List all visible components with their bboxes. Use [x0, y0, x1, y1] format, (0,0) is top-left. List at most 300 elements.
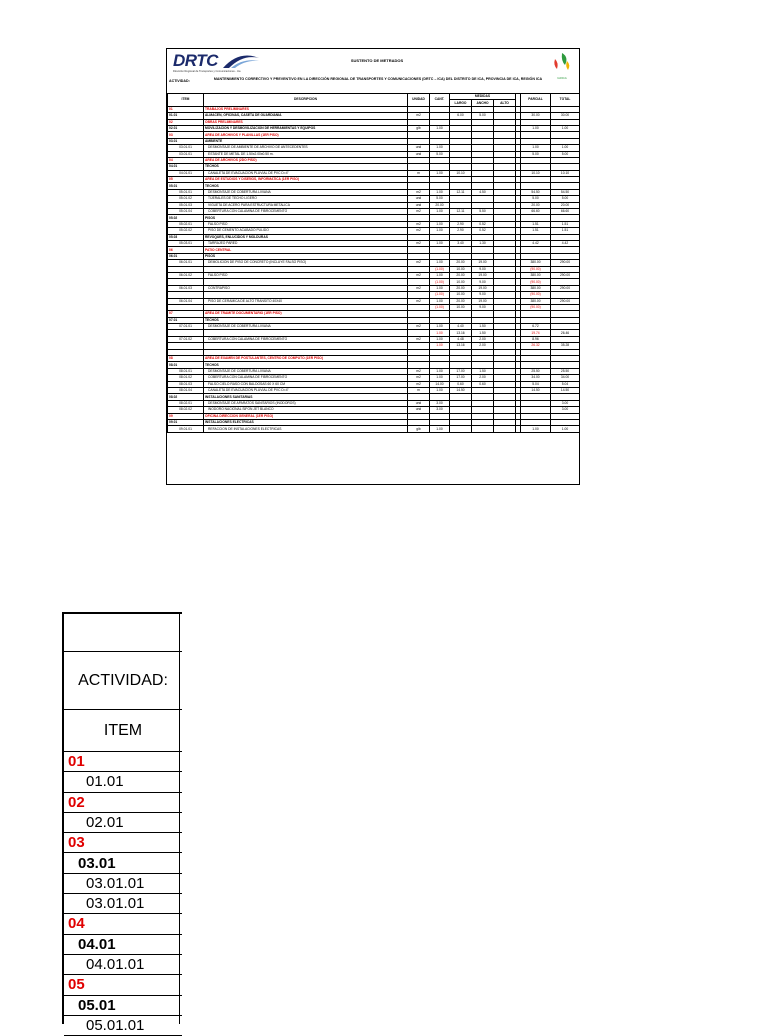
zoom-item-value: 04.01.01: [86, 956, 145, 973]
cell-total: 54.50: [551, 189, 580, 195]
cell-largo: 10.10: [450, 170, 472, 176]
table-header-row: [168, 94, 580, 100]
cell-cant: 1.00: [430, 228, 450, 234]
cell-ancho: 0.52: [472, 221, 494, 227]
cell-largo: 2.90: [450, 228, 472, 234]
cell-parcial: 5.00: [521, 196, 551, 202]
zoom-blank-cell: [64, 614, 182, 652]
cell-ancho: 4.50: [472, 189, 494, 195]
cell-parcial: 8.96: [521, 336, 551, 342]
cell-cant: 1.00: [430, 240, 450, 246]
cell-unit: m2: [408, 298, 430, 304]
cell-ancho: 9.00: [472, 304, 494, 310]
cell-desc: FALSO CIELO RASO CON BALDOSAS 60 X 60 CM: [204, 381, 408, 387]
cell-largo: 20.00: [450, 285, 472, 291]
cell-total: 1.00: [551, 426, 580, 432]
cell-parcial: 380.00: [521, 272, 551, 278]
cell-cant: 1.00: [430, 260, 450, 266]
cell-cant: 1.00: [430, 189, 450, 195]
zoom-item-row: [64, 914, 182, 934]
cell-desc: ESTANTE DE METAL DE 1.50x2.00x0.50 m.: [204, 151, 408, 157]
cell-unit: m2: [408, 260, 430, 266]
cell-total: 14.50: [551, 387, 580, 393]
cell-item: 08.02.02: [168, 407, 204, 413]
cell-parcial: 1.00: [521, 426, 551, 432]
cell-unit: m2: [408, 240, 430, 246]
cell-largo: 13.16: [450, 343, 472, 349]
cell-desc: PISO DE CERAMICA DE ALTO TRANSITO 40X40: [204, 298, 408, 304]
col-largo-header: LARGO: [450, 100, 472, 106]
zoom-item-row: [64, 894, 182, 914]
cell-ancho: 1.50: [472, 330, 494, 336]
cell-cant: 1.00: [430, 125, 450, 131]
cell-ancho: 2.00: [472, 336, 494, 342]
cell-ancho: 9.00: [472, 279, 494, 285]
cell-cant: (1.00): [430, 304, 450, 310]
cell-largo: 14.50: [450, 387, 472, 393]
cell-ancho: 19.00: [472, 285, 494, 291]
zoom-item-row: [64, 772, 182, 792]
cell-desc: COBERTURA CON CALAMINA DE FIBROCEMENTO: [204, 336, 408, 342]
cell-unit: m2: [408, 228, 430, 234]
cell-desc: VIGUETA DE ACERO PARA ESTRUCTURA METALICA: [204, 202, 408, 208]
activity-text: MANTENIMIENTO CORRECTIVO Y PREVENTIVO EN LA DIRECCIÓN REGIONAL DE TRANSPORTES Y COMUNICACIONES (DRTC – ICA) DEL DISTRITO DE ICA, PROVINCIA DE ICA, REGIÓN ICA: [213, 77, 543, 81]
cell-largo: 12.11: [450, 209, 472, 215]
cell-unit: und: [408, 145, 430, 151]
cell-ancho: 9.00: [472, 266, 494, 272]
zoom-item-value: 01.01: [86, 773, 124, 791]
cell-cant: 1.00: [430, 285, 450, 291]
cell-ancho: [472, 426, 494, 432]
cell-largo: 17.00: [450, 368, 472, 374]
cell-unit: m2: [408, 336, 430, 342]
cell-item: 03.01.01: [168, 145, 204, 151]
cell-desc: PATIO CENTRAL: [204, 247, 408, 253]
grica-logo: [549, 51, 575, 80]
cell-item: 05.02.02: [168, 228, 204, 234]
cell-parcial: 380.00: [521, 285, 551, 291]
cell-ancho: 19.00: [472, 272, 494, 278]
cell-cant: 1.00: [430, 272, 450, 278]
cell-parcial: 25.50: [521, 368, 551, 374]
cell-total: 10.10: [551, 170, 580, 176]
cell-largo: 6.00: [450, 113, 472, 119]
cell-largo: 4.48: [450, 336, 472, 342]
cell-item: 09.01.01: [168, 426, 204, 432]
cell-cant: 1.00: [430, 330, 450, 336]
cell-item: 06.01.04: [168, 298, 204, 304]
cell-unit: m2: [408, 375, 430, 381]
zoom-item-value: 04.01: [78, 935, 116, 953]
cell-total: 3.00: [551, 407, 580, 413]
cell-unit: m: [408, 387, 430, 393]
grica-logo-text: GRICA: [557, 76, 567, 80]
cell-desc: MOVILIZACION Y DESMOVILIZACION DE HERRAMIENTAS Y EQUIPOS: [204, 125, 408, 131]
cell-cant: 1.00: [430, 387, 450, 393]
cell-cant: 1.00: [430, 426, 450, 432]
cell-unit: m2: [408, 189, 430, 195]
cell-item: 08.01: [168, 362, 204, 368]
zoom-item-value: 03.01.01: [86, 895, 145, 913]
cell-unit: m2: [408, 368, 430, 374]
cell-item: 05.03: [168, 234, 204, 240]
cell-item: 05.01: [168, 183, 204, 189]
cell-ancho: 0.60: [472, 381, 494, 387]
cell-desc: TECHOS: [204, 362, 408, 368]
cell-alto: [494, 426, 516, 432]
cell-parcial: 30.00: [521, 113, 551, 119]
cell-parcial: 26.32: [521, 343, 551, 349]
cell-item: 07: [168, 311, 204, 317]
col-cant-header: CANT.: [430, 94, 450, 107]
cell-desc: AREA DE TRAMITE DOCUMENTARIO (1ER PISO): [204, 311, 408, 317]
zoom-item-value: 03.01.01: [86, 874, 145, 892]
cell-cant: 1.00: [430, 343, 450, 349]
cell-parcial: 4.42: [521, 240, 551, 246]
cell-item: 05.01.03: [168, 202, 204, 208]
zoom-item-value: 01: [68, 753, 85, 770]
cell-desc: TIJERALES DE TECHO LIGERO: [204, 196, 408, 202]
zoom-item-value: 04: [68, 915, 85, 933]
cell-desc: PISOS: [204, 215, 408, 221]
cell-item: 04.01: [168, 164, 204, 170]
col-unit-header: UNIDAD: [408, 94, 430, 107]
zoom-item-value: 03: [68, 834, 85, 852]
cell-parcial: 5.04: [521, 381, 551, 387]
cell-desc: AMBIENTE: [204, 138, 408, 144]
cell-parcial: 14.50: [521, 387, 551, 393]
zoom-item-value: 05.01: [78, 996, 116, 1014]
cell-parcial: 5.00: [521, 151, 551, 157]
cell-item: 01: [168, 106, 204, 112]
zoom-item-value: 02.01: [86, 813, 124, 831]
cell-cant: (1.00): [430, 266, 450, 272]
zoom-item-value: 02: [68, 793, 85, 811]
cell-item: 04.01.01: [168, 170, 204, 176]
cell-item: 05.02.01: [168, 221, 204, 227]
cell-total: 1.51: [551, 221, 580, 227]
zoom-item-header: ITEM: [64, 710, 182, 752]
cell-parcial: 6.72: [521, 324, 551, 330]
cell-unit: m2: [408, 285, 430, 291]
cell-desc: FALSO PISO: [204, 272, 408, 278]
cell-desc: AREA DE ESTUDIOS Y DISEÑOS, INFORMATICA (1ER PISO): [204, 177, 408, 183]
cell-item: 08.01.01: [168, 368, 204, 374]
cell-item: 06.01.02: [168, 272, 204, 278]
cell-desc: REFACCION DE INSTALACIONES ELECTRICAS: [204, 426, 408, 432]
cell-ancho: 1.50: [472, 324, 494, 330]
cell-desc: TRABAJOS PRELIMINARES: [204, 106, 408, 112]
cell-total: 290.00: [551, 285, 580, 291]
zoom-item-row: [64, 996, 182, 1016]
zoom-item-value: 05: [68, 976, 85, 994]
cell-item: 04: [168, 157, 204, 163]
cell-ancho: 2.00: [472, 343, 494, 349]
cell-total: 4.42: [551, 240, 580, 246]
zoom-item-row: [64, 935, 182, 955]
cell-parcial: 1.00: [521, 125, 551, 131]
cell-desc: COBERTURA CON CALAMINA DE FIBROCEMENTO: [204, 375, 408, 381]
cell-parcial: (90.00): [521, 304, 551, 310]
zoom-item-row: [64, 813, 182, 833]
cell-largo: 10.00: [450, 279, 472, 285]
cell-largo: 13.16: [450, 330, 472, 336]
zoom-item-row: [64, 752, 182, 772]
cell-total: 66.60: [551, 209, 580, 215]
cell-item: 03: [168, 132, 204, 138]
cell-desc: PISO DE CEMENTO ACABADO PULIDO: [204, 228, 408, 234]
cell-desc: DESMONTAJE DE COBERTURA LIVIANA: [204, 324, 408, 330]
cell-cant: 1.00: [430, 298, 450, 304]
cell-item: 06.01.01: [168, 260, 204, 266]
cell-ancho: 5.50: [472, 209, 494, 215]
col-item-header: ITEM: [168, 94, 204, 107]
cell-item: 02.01: [168, 125, 204, 131]
cell-cant: 3.00: [430, 400, 450, 406]
col-desc-header: DESCRIPCION: [204, 94, 408, 107]
cell-unit: und: [408, 151, 430, 157]
cell-unit: und: [408, 202, 430, 208]
cell-total: 5.00: [551, 196, 580, 202]
cell-unit: und: [408, 400, 430, 406]
cell-desc: AREA DE EXAMEN DE POSTULANTES, CENTRO DE COMPUTO (1ER PISO): [204, 356, 408, 362]
cell-item: 07.01.01: [168, 324, 204, 330]
cell-ancho: 1.30: [472, 240, 494, 246]
cell-item: 09: [168, 413, 204, 419]
cell-ancho: 0.52: [472, 228, 494, 234]
cell-largo: 2.90: [450, 221, 472, 227]
cell-cant: 1.00: [430, 209, 450, 215]
col-total-header: TOTAL: [551, 94, 580, 107]
col-parcial-header: PARCIAL: [521, 94, 551, 107]
cell-parcial: 54.50: [521, 189, 551, 195]
cell-item: 01.01: [168, 113, 204, 119]
zoom-item-row: [64, 1016, 182, 1036]
zoom-item-row: [64, 833, 182, 853]
cell-parcial: 19.74: [521, 330, 551, 336]
logo-subtitle: Dirección Regional de Transportes y Comunicaciones - Ica: [173, 70, 241, 73]
cell-cant: 14.00: [430, 381, 450, 387]
cell-cant: 1.00: [430, 145, 450, 151]
cell-largo: 12.11: [450, 189, 472, 195]
cell-total: 290.00: [551, 298, 580, 304]
cell-desc: REVOQUES, ENLUCIDOS Y MOLDURAS: [204, 234, 408, 240]
cell-total: 1.51: [551, 228, 580, 234]
cell-desc: TECHOS: [204, 164, 408, 170]
cell-desc: TARRAJEO PARED: [204, 240, 408, 246]
cell-desc: DESMONTAJE DE APARATOS SANITARIOS (INODOROS): [204, 400, 408, 406]
cell-cant: 1.00: [430, 336, 450, 342]
col-ancho-header: ANCHO: [472, 100, 494, 106]
cell-desc: PISOS: [204, 253, 408, 259]
cell-unit: glb: [408, 426, 430, 432]
cell-desc: CANALETA DE EVACUACION PLUVIAL DE PVC D=4": [204, 170, 408, 176]
cell-unit: und: [408, 407, 430, 413]
cell-total: 35.28: [551, 343, 580, 349]
zoom-item-row: [64, 793, 182, 813]
cell-desc: INODORO NACIONAL SIFON JET BLANCO: [204, 407, 408, 413]
cell-unit: m2: [408, 272, 430, 278]
zoom-item-row: [64, 955, 182, 975]
cell-parcial: 10.10: [521, 170, 551, 176]
cell-item: 05.01.02: [168, 196, 204, 202]
cell-total: 20.00: [551, 202, 580, 208]
cell-largo: 10.00: [450, 266, 472, 272]
cell-desc: DESMONTAJE DE COBERTURA LIVIANA: [204, 368, 408, 374]
cell-cant: 1.00: [430, 375, 450, 381]
col-medidas-header: MEDIDAS: [450, 94, 516, 100]
cell-item: 05.02: [168, 215, 204, 221]
zoom-item-value: 05.01.01: [86, 1016, 145, 1034]
cell-desc: ALMACEN, OFICINAS, CASETA DE GUARDIANIA: [204, 113, 408, 119]
cell-desc: OBRAS PRELIMINARES: [204, 119, 408, 125]
cell-cant: 1.00: [430, 221, 450, 227]
cell-largo: 0.60: [450, 381, 472, 387]
cell-desc: FALSO PISO: [204, 221, 408, 227]
cell-desc: AREA DE ARCHIVOS Y PLANILLAS (1ER PISO): [204, 132, 408, 138]
cell-item: 05.01.01: [168, 189, 204, 195]
cell-total: 3.00: [551, 400, 580, 406]
zoom-item-row: [64, 854, 182, 874]
cell-item: 07.01: [168, 317, 204, 323]
cell-total: 5.00: [551, 151, 580, 157]
cell-desc: INSTALACIONES ELECTRICAS: [204, 419, 408, 425]
cell-parcial: 1.00: [521, 145, 551, 151]
cell-item: 08.01.02: [168, 375, 204, 381]
cell-largo: [450, 426, 472, 432]
cell-ancho: 9.00: [472, 292, 494, 298]
cell-item: 03.01: [168, 138, 204, 144]
col-alto-header: ALTO: [494, 100, 516, 106]
zoom-item-row: [64, 874, 182, 894]
cell-parcial: 380.00: [521, 260, 551, 266]
cell-parcial: 1.51: [521, 221, 551, 227]
cell-ancho: 1.50: [472, 368, 494, 374]
zoomed-item-column: [62, 612, 180, 1034]
cell-unit: und: [408, 196, 430, 202]
cell-parcial: 380.00: [521, 298, 551, 304]
cell-desc: AREA DE ARCHIVOS (2DO PISO): [204, 157, 408, 163]
cell-ancho: 19.00: [472, 298, 494, 304]
zoom-activity-label: ACTIVIDAD:: [64, 652, 182, 710]
cell-ancho: 2.00: [472, 375, 494, 381]
zoom-item-value: 03.01: [78, 854, 116, 872]
cell-total: 26.46: [551, 330, 580, 336]
cell-desc: DESMONTAJE DE COBERTURA LIVIANA: [204, 189, 408, 195]
drtc-logo: [171, 51, 267, 75]
cell-total: 25.50: [551, 368, 580, 374]
cell-unit: m2: [408, 324, 430, 330]
cell-cant: 3.00: [430, 407, 450, 413]
cell-largo: 10.00: [450, 292, 472, 298]
cell-ancho: 5.00: [472, 113, 494, 119]
cell-item: 05.03.01: [168, 240, 204, 246]
cell-desc: CANALETA DE EVACUACION PLUVIAL DE PVC D=4": [204, 387, 408, 393]
cell-largo: 20.00: [450, 298, 472, 304]
cell-total: 1.00: [551, 125, 580, 131]
cell-largo: 4.40: [450, 324, 472, 330]
cell-cant: (1.00): [430, 279, 450, 285]
cell-parcial: (90.00): [521, 292, 551, 298]
cell-ancho: 19.00: [472, 260, 494, 266]
sheet-header: [167, 49, 579, 94]
cell-item: 02: [168, 119, 204, 125]
grica-emblem-icon: [549, 51, 575, 71]
cell-item: 08.01.03: [168, 381, 204, 387]
cell-desc: OFICINA DIRECCION GENERAL (1ER PISO): [204, 413, 408, 419]
cell-largo: 10.00: [450, 304, 472, 310]
sheet-title: SUSTENTO DE METRADOS: [350, 58, 404, 63]
zoom-item-row: [64, 975, 182, 995]
cell-desc: DEMOLICION DE PISO DE CONCRETO (INCLUYE FALSO PISO): [204, 260, 408, 266]
cell-parcial: 1.51: [521, 228, 551, 234]
cell-unit: m2: [408, 113, 430, 119]
cell-total: 290.00: [551, 272, 580, 278]
cell-desc: COBERTURA CON CALAMINA DE FIBROCEMENTO: [204, 209, 408, 215]
cell-cant: 1.00: [430, 368, 450, 374]
cell-desc: INSTALACIONES SANITARIAS: [204, 394, 408, 400]
cell-total: 5.04: [551, 381, 580, 387]
cell-item: 08.02: [168, 394, 204, 400]
cell-desc: CONTRAPISO: [204, 285, 408, 291]
cell-item: 08.02.01: [168, 400, 204, 406]
cell-desc: TECHOS: [204, 317, 408, 323]
cell-cant: 1.00: [430, 324, 450, 330]
cell-item: 05.01.04: [168, 209, 204, 215]
activity-label: ACTIVIDAD:: [169, 79, 190, 83]
cell-total: 30.00: [551, 113, 580, 119]
cell-item: 06: [168, 247, 204, 253]
logo-text: DRTC: [173, 51, 218, 70]
cell-cant: (1.00): [430, 292, 450, 298]
cell-unit: m2: [408, 221, 430, 227]
cell-item: 06.01.03: [168, 285, 204, 291]
cell-cant: 5.00: [430, 151, 450, 157]
cell-unit: m2: [408, 381, 430, 387]
cell-largo: 20.00: [450, 272, 472, 278]
cell-parcial: 20.00: [521, 202, 551, 208]
metrados-sheet: [166, 48, 580, 485]
cell-largo: 20.00: [450, 260, 472, 266]
cell-item: 08.01.04: [168, 387, 204, 393]
cell-cant: 1.00: [430, 170, 450, 176]
cell-unit: m: [408, 170, 430, 176]
cell-unit: m2: [408, 209, 430, 215]
table-row: [168, 426, 580, 432]
cell-item: 07.01.02: [168, 336, 204, 342]
cell-item: 08: [168, 356, 204, 362]
cell-total: 34.00: [551, 375, 580, 381]
cell-parcial: 34.00: [521, 375, 551, 381]
logo-swoosh-icon: [221, 52, 261, 70]
cell-parcial: 66.60: [521, 209, 551, 215]
cell-total: 1.00: [551, 145, 580, 151]
cell-desc: DESMONTAJE DE AMBIENTE DE ARCHIVO DE ANTECEDENTES: [204, 145, 408, 151]
cell-unit: glb: [408, 125, 430, 131]
cell-item: 06.01: [168, 253, 204, 259]
cell-desc: TECHOS: [204, 183, 408, 189]
cell-item: 03.01.01: [168, 151, 204, 157]
cell-cant: 20.00: [430, 202, 450, 208]
cell-item: 09.01: [168, 419, 204, 425]
cell-parcial: (90.00): [521, 266, 551, 272]
cell-cant: 5.00: [430, 196, 450, 202]
cell-largo: 3.40: [450, 240, 472, 246]
cell-total: 290.00: [551, 260, 580, 266]
metrados-table: [167, 93, 580, 433]
cell-item: 05: [168, 177, 204, 183]
cell-largo: 17.00: [450, 375, 472, 381]
